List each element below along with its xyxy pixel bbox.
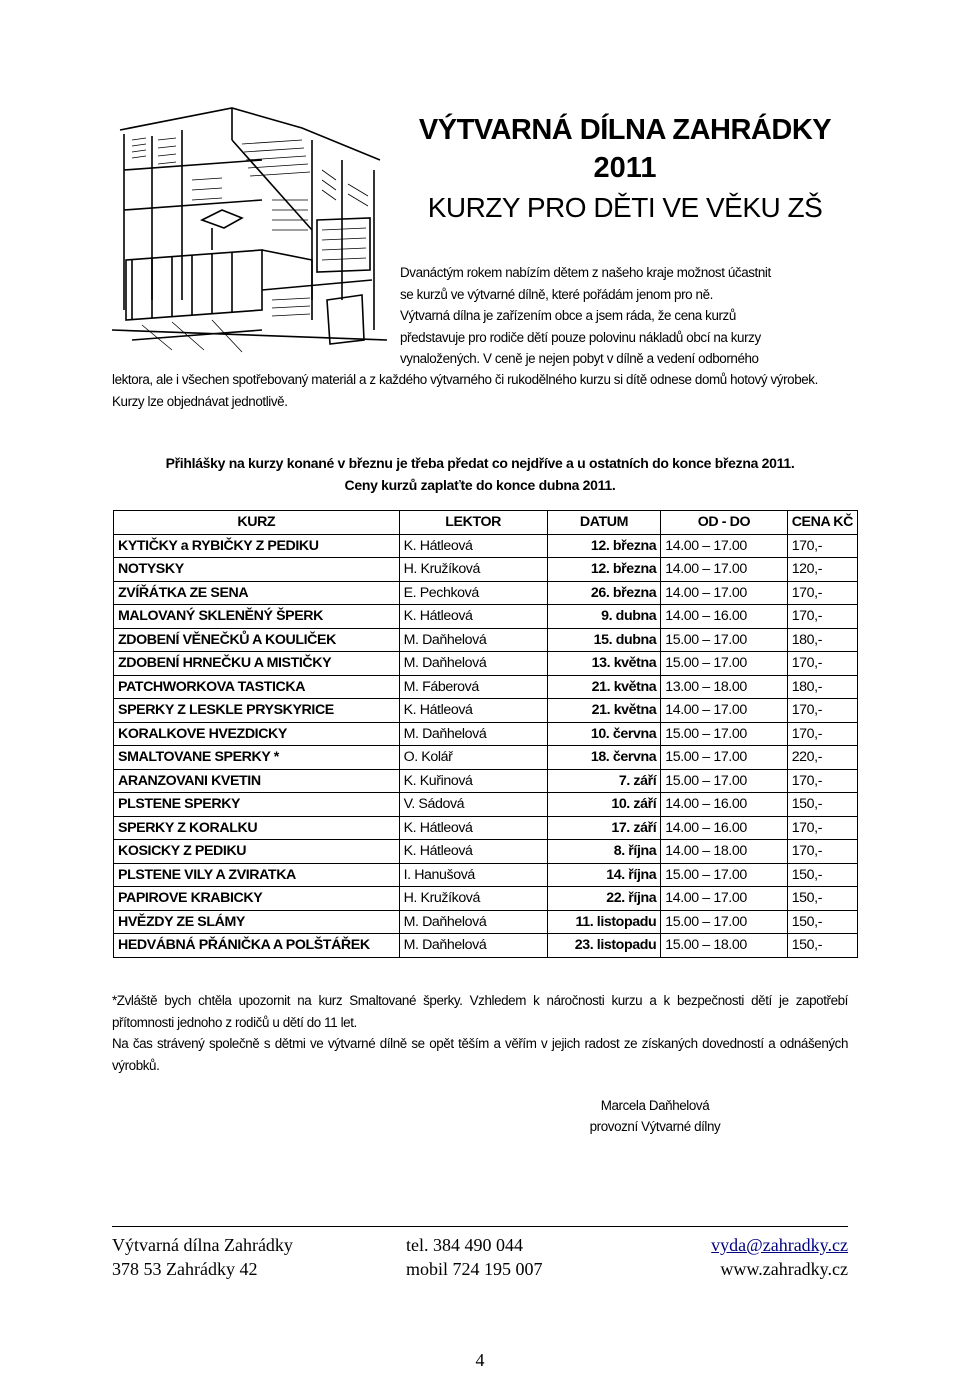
column-header-cena: CENA KČ: [787, 511, 857, 535]
date-cell: 8. října: [547, 840, 661, 864]
course-name-cell: SPERKY Z KORALKU: [114, 816, 400, 840]
intro-line: představuje pro rodiče dětí pouze polovinu nákladů obcí na kurzy: [400, 329, 761, 345]
date-cell: 14. října: [547, 863, 661, 887]
lecturer-cell: K. Hátleová: [399, 840, 547, 864]
price-cell: 150,-: [787, 793, 857, 817]
table-row: [114, 769, 858, 793]
order-note: Kurzy lze objednávat jednotlivě.: [112, 393, 288, 409]
table-row: [114, 722, 858, 746]
price-cell: 170,-: [787, 816, 857, 840]
time-cell: 13.00 – 18.00: [661, 675, 787, 699]
date-cell: 9. dubna: [547, 605, 661, 629]
page-number: 4: [475, 1350, 485, 1370]
date-cell: 17. září: [547, 816, 661, 840]
time-cell: 14.00 – 17.00: [661, 534, 787, 558]
time-cell: 14.00 – 17.00: [661, 699, 787, 723]
table-row: [114, 887, 858, 911]
time-cell: 14.00 – 17.00: [661, 558, 787, 582]
footer-address: [112, 1233, 293, 1281]
footer-org: Výtvarná dílna Zahrádky: [112, 1235, 293, 1255]
table-row: [114, 793, 858, 817]
column-header-kurz: KURZ: [114, 511, 400, 535]
footnote-closing: Na čas strávený společně s dětmi ve výtvarné dílně se opět těším a věřím v jejich radost ze získaných dovedností a odnášených výrobků.: [112, 1036, 848, 1073]
date-cell: 11. listopadu: [547, 910, 661, 934]
table-row: [114, 675, 858, 699]
course-name-cell: KYTIČKY a RYBIČKY Z PEDIKU: [114, 534, 400, 558]
lecturer-cell: H. Kružíková: [399, 887, 547, 911]
table-row: [114, 910, 858, 934]
price-cell: 180,-: [787, 628, 857, 652]
date-cell: 7. září: [547, 769, 661, 793]
course-name-cell: MALOVANÝ SKLENĚNÝ ŠPERK: [114, 605, 400, 629]
registration-notice: [112, 452, 848, 496]
date-cell: 22. října: [547, 887, 661, 911]
date-cell: 13. května: [547, 652, 661, 676]
column-header-datum: DATUM: [547, 511, 661, 535]
lecturer-cell: M. Daňhelová: [399, 934, 547, 958]
time-cell: 14.00 – 16.00: [661, 793, 787, 817]
intro-line: Dvanáctým rokem nabízím dětem z našeho kraje možnost účastnit: [400, 265, 771, 280]
table-row: [114, 605, 858, 629]
table-row: [114, 534, 858, 558]
lecturer-cell: K. Kuřinová: [399, 769, 547, 793]
price-cell: 220,-: [787, 746, 857, 770]
time-cell: 15.00 – 17.00: [661, 863, 787, 887]
date-cell: 15. dubna: [547, 628, 661, 652]
date-cell: 10. září: [547, 793, 661, 817]
date-cell: 12. března: [547, 534, 661, 558]
table-row: [114, 816, 858, 840]
course-name-cell: ZDOBENÍ HRNEČKU A MISTIČKY: [114, 652, 400, 676]
price-cell: 170,-: [787, 769, 857, 793]
footer-contacts: [652, 1233, 848, 1281]
price-cell: 170,-: [787, 581, 857, 605]
course-name-cell: SPERKY Z LESKLE PRYSKYRICE: [114, 699, 400, 723]
course-name-cell: HVĚZDY ZE SLÁMY: [114, 910, 400, 934]
workshop-illustration: [112, 100, 387, 362]
page-subtitle: KURZY PRO DĚTI VE VĚKU ZŠ: [427, 192, 823, 223]
intro-line: vynaložených. V ceně je nejen pobyt v dílně a vedení odborného: [400, 351, 759, 367]
lecturer-cell: K. Hátleová: [399, 534, 547, 558]
price-cell: 170,-: [787, 605, 857, 629]
footer-divider: [112, 1226, 848, 1227]
time-cell: 14.00 – 17.00: [661, 581, 787, 605]
price-cell: 170,-: [787, 534, 857, 558]
page-title: VÝTVARNÁ DÍLNA ZAHRÁDKY: [418, 114, 832, 146]
lecturer-cell: M. Daňhelová: [399, 722, 547, 746]
course-name-cell: NOTYSKY: [114, 558, 400, 582]
time-cell: 15.00 – 17.00: [661, 746, 787, 770]
time-cell: 15.00 – 17.00: [661, 628, 787, 652]
course-name-cell: PAPIROVE KRABICKY: [114, 887, 400, 911]
table-row: [114, 746, 858, 770]
email-link[interactable]: vyda@zahradky.cz: [711, 1235, 848, 1255]
date-cell: 21. května: [547, 675, 661, 699]
lecturer-cell: V. Sádová: [399, 793, 547, 817]
table-row: [114, 628, 858, 652]
table-row: [114, 840, 858, 864]
course-name-cell: PLSTENE VILY A ZVIRATKA: [114, 863, 400, 887]
table-row: [114, 699, 858, 723]
footer-phones: [406, 1233, 543, 1281]
course-name-cell: ARANZOVANI KVETIN: [114, 769, 400, 793]
lecturer-cell: K. Hátleová: [399, 816, 547, 840]
signature-role: provozní Výtvarné dílny: [589, 1119, 721, 1134]
price-cell: 150,-: [787, 863, 857, 887]
lecturer-cell: M. Fáberová: [399, 675, 547, 699]
time-cell: 15.00 – 18.00: [661, 934, 787, 958]
course-name-cell: PATCHWORKOVA TASTICKA: [114, 675, 400, 699]
table-row: [114, 558, 858, 582]
title-year: 2011: [593, 152, 657, 184]
lecturer-cell: E. Pechková: [399, 581, 547, 605]
signature-name: Marcela Daňhelová: [600, 1098, 710, 1113]
lecturer-cell: K. Hátleová: [399, 605, 547, 629]
footer-mobile: mobil 724 195 007: [406, 1259, 543, 1279]
intro-paragraph: [400, 262, 848, 370]
notice-line: Ceny kurzů zaplaťte do konce dubna 2011.: [344, 477, 616, 493]
price-cell: 170,-: [787, 652, 857, 676]
lecturer-cell: M. Daňhelová: [399, 652, 547, 676]
time-cell: 14.00 – 17.00: [661, 887, 787, 911]
price-cell: 180,-: [787, 675, 857, 699]
lecturer-cell: O. Kolář: [399, 746, 547, 770]
footnote: [112, 990, 848, 1076]
date-cell: 10. června: [547, 722, 661, 746]
price-cell: 170,-: [787, 840, 857, 864]
table-row: [114, 934, 858, 958]
intro-line: se kurzů ve výtvarné dílně, které pořádám jenom pro ně.: [400, 286, 713, 302]
date-cell: 23. listopadu: [547, 934, 661, 958]
time-cell: 14.00 – 18.00: [661, 840, 787, 864]
time-cell: 15.00 – 17.00: [661, 769, 787, 793]
course-name-cell: HEDVÁBNÁ PŘÁNIČKA A POLŠTÁŘEK: [114, 934, 400, 958]
lecturer-cell: I. Hanušová: [399, 863, 547, 887]
notice-line: Přihlášky na kurzy konané v březnu je třeba předat co nejdříve a u ostatních do konce března 2011.: [165, 455, 795, 471]
time-cell: 15.00 – 17.00: [661, 652, 787, 676]
price-cell: 150,-: [787, 887, 857, 911]
price-cell: 170,-: [787, 699, 857, 723]
time-cell: 15.00 – 17.00: [661, 910, 787, 934]
intro-continued-text: lektora, ale i všechen spotřebovaný materiál a z každého výtvarného či rukodělného kurzu si dítě odnese domů hotový výrobek.: [112, 372, 818, 387]
course-name-cell: KOSICKY Z PEDIKU: [114, 840, 400, 864]
time-cell: 14.00 – 16.00: [661, 605, 787, 629]
table-row: [114, 652, 858, 676]
signature: [540, 1095, 770, 1137]
lecturer-cell: H. Kružíková: [399, 558, 547, 582]
course-name-cell: PLSTENE SPERKY: [114, 793, 400, 817]
time-cell: 14.00 – 16.00: [661, 816, 787, 840]
table-header-row: [114, 511, 858, 535]
course-name-cell: SMALTOVANE SPERKY *: [114, 746, 400, 770]
price-cell: 150,-: [787, 934, 857, 958]
courses-table: [113, 510, 858, 958]
date-cell: 26. března: [547, 581, 661, 605]
column-header-lektor: LEKTOR: [399, 511, 547, 535]
price-cell: 170,-: [787, 722, 857, 746]
table-row: [114, 581, 858, 605]
lecturer-cell: M. Daňhelová: [399, 628, 547, 652]
course-name-cell: ZDOBENÍ VĚNEČKŮ A KOULIČEK: [114, 628, 400, 652]
lecturer-cell: M. Daňhelová: [399, 910, 547, 934]
table-row: [114, 863, 858, 887]
footer-tel: tel. 384 490 044: [406, 1235, 523, 1255]
date-cell: 21. května: [547, 699, 661, 723]
price-cell: 150,-: [787, 910, 857, 934]
price-cell: 120,-: [787, 558, 857, 582]
date-cell: 18. června: [547, 746, 661, 770]
footer-street: 378 53 Zahrádky 42: [112, 1259, 258, 1279]
time-cell: 15.00 – 17.00: [661, 722, 787, 746]
intro-continued: [112, 369, 852, 412]
footnote-warning: *Zvláště bych chtěla upozornit na kurz Smaltované šperky. Vzhledem k náročnosti kurzu a k bezpečnosti dětí je zapotřebí přítomnosti jednoho z rodičů u dětí do 11 let.: [112, 993, 848, 1030]
date-cell: 12. března: [547, 558, 661, 582]
column-header-od-do: OD - DO: [661, 511, 787, 535]
intro-line: Výtvarná dílna je zařízením obce a jsem ráda, že cena kurzů: [400, 308, 736, 324]
course-name-cell: ZVÍŘÁTKA ZE SENA: [114, 581, 400, 605]
lecturer-cell: K. Hátleová: [399, 699, 547, 723]
course-name-cell: KORALKOVE HVEZDICKY: [114, 722, 400, 746]
footer-web: www.zahradky.cz: [720, 1259, 848, 1279]
